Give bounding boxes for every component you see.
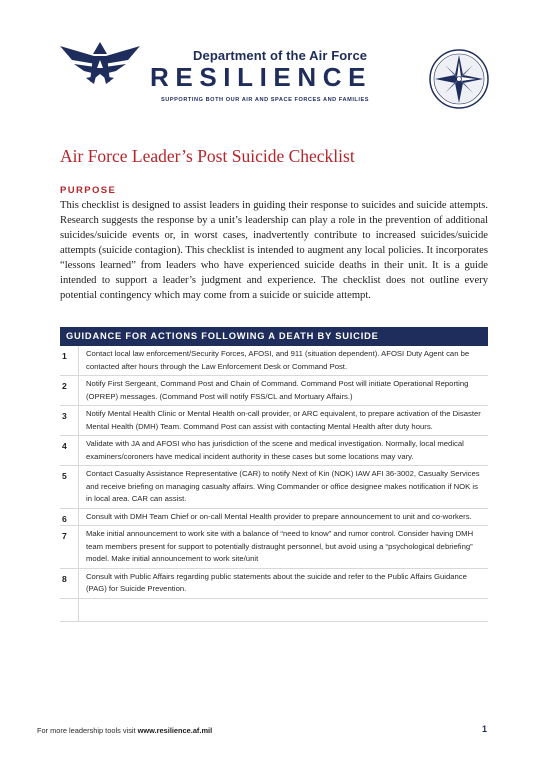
- step-number-empty: [60, 599, 79, 621]
- step-number: 4: [60, 436, 79, 465]
- brand-tagline: SUPPORTING BOTH OUR AIR AND SPACE FORCES AND FAMILIES: [161, 97, 370, 103]
- department-name: Department of the Air Force: [193, 48, 368, 63]
- table-row: [60, 569, 488, 599]
- step-text: Contact Casualty Assistance Representative (CAR) to notify Next of Kin (NOK) IAW AFI 36-3002, Casualty Services and receive briefing on managing casualty affairs. Wing Commander or office designee makes notification if NOK is in local area. CAR can assist.: [86, 469, 480, 503]
- compass-seal-icon: [428, 48, 490, 110]
- air-force-wings-logo-icon: [60, 38, 140, 90]
- table-row: [60, 406, 488, 436]
- step-number: 8: [60, 569, 79, 598]
- guidance-table-header: GUIDANCE FOR ACTIONS FOLLOWING A DEATH BY SUICIDE: [60, 327, 488, 346]
- step-text: Consult with Public Affairs regarding public statements about the suicide and refer to the Public Affairs Guidance (PAG) for Suicide Prevention.: [86, 571, 467, 593]
- table-row: [60, 526, 488, 569]
- step-number: 2: [60, 376, 79, 405]
- step-number: 5: [60, 466, 79, 508]
- step-number: 3: [60, 406, 79, 435]
- brand-wordmark: RESILIENCE: [150, 62, 373, 92]
- step-number: 1: [60, 346, 79, 375]
- step-number: 7: [60, 526, 79, 568]
- table-row: [60, 436, 488, 466]
- step-text: Validate with JA and AFOSI who has jurisdiction of the scene and medical investigation. Normally, local medical examiners/coroners have medical incident authority in these cases but some locations may vary.: [86, 439, 464, 461]
- step-number: 6: [60, 509, 79, 526]
- table-row: [60, 509, 488, 527]
- step-text: Contact local law enforcement/Security Forces, AFOSI, and 911 (situation dependent). AFOSI Duty Agent can be contacted after hours through the Law Enforcement Desk or Command Post.: [86, 349, 470, 371]
- page-title: Air Force Leader’s Post Suicide Checklist: [60, 146, 355, 166]
- footer-note: [37, 726, 212, 735]
- step-text: Notify First Sergeant, Command Post and Chain of Command. Command Post will initiate Operational Reporting (OPREP) messages. (Command Post will notify FSS/CL and Mortuary Affairs.): [86, 379, 469, 401]
- table-row-empty: [60, 599, 488, 622]
- table-row: [60, 376, 488, 406]
- step-text: Make initial announcement to work site with a balance of “need to know” and rumor control. Consider having DMH team members present for support to potentially distraught personnel, but avoid using a “psychological debriefing” model. Make initial announcement to work site/unit: [86, 529, 474, 563]
- guidance-table: [60, 327, 488, 622]
- page-number: 1: [482, 724, 488, 734]
- step-text: Notify Mental Health Clinic or Mental Health on-call provider, or ARC equivalent, to prepare activation of the Disaster Mental Health (DMH) Team. Command Post can assist with contacting Mental Health after duty hours.: [86, 409, 481, 431]
- footer-link[interactable]: www.resilience.af.mil: [137, 726, 213, 735]
- step-text: Consult with DMH Team Chief or on-call Mental Health provider to prepare announcement to unit and co-workers.: [86, 511, 472, 521]
- purpose-heading: PURPOSE: [60, 185, 117, 196]
- step-text-empty: [79, 599, 488, 621]
- footer-prefix: For more leadership tools visit: [37, 726, 138, 735]
- table-row: [60, 346, 488, 376]
- purpose-paragraph: This checklist is designed to assist leaders in guiding their response to suicides and suicide attempts. Research suggests the response by a unit’s leadership can play a role in the prevention of additional suicides/suicide events or, in worst cases, inadvertently contribute to increased suicides/suicide attempts (suicide contagion). This checklist is intended to augment any local policies. It incorporates “lessons learned” from leaders who have experienced suicide deaths in their unit. It is a guide intended to support a leader’s judgment and experience. The checklist does not outline every potential contingency which may come from a suicide or suicide attempt.: [60, 200, 488, 301]
- table-row: [60, 466, 488, 509]
- page-header: [0, 0, 550, 120]
